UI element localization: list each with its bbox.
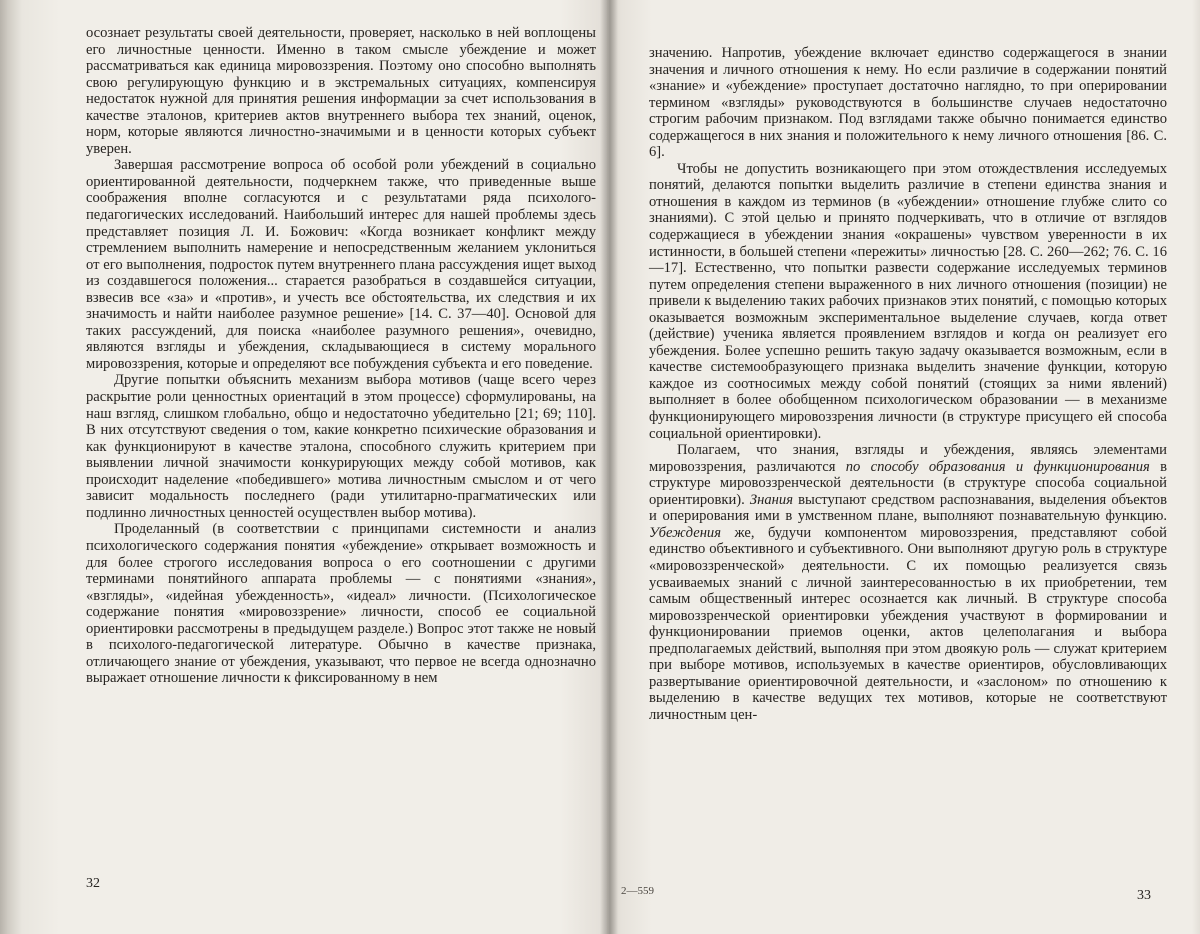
printer-signature: 2—559: [621, 885, 654, 897]
paragraph: Завершая рассмотрение вопроса об особой роли убеждений в социально ориентированной деятельности, подчеркнем также, что приведенные выше соображения вполне согласуются и с результатами ряда психолого-педагогических исследований. Наибольший интерес для нашей проблемы здесь представляет позиция Л. И. Божович: «Когда возникает конфликт между стремлением выполнить намерение и непосредственным желанием уклониться от его выполнения, подросток путем внутреннего плана рассуждения ищет выход из создавшегося положения... старается разобраться в создавшейся ситуации, взвесив все «за» и «против», и учесть все обстоятельства, их следствия и их значимость и найти наиболее разумное решение» [14. С. 37—40]. Основой для таких рассуждений, для поиска «наиболее разумного решения», очевидно, являются взгляды и убеждения, складывающиеся в систему морального мировоззрения, которые и определяют все побуждения субъекта и его поведение.: [86, 157, 596, 372]
paragraph-with-italics: Полагаем, что знания, взгляды и убеждения, являясь элементами мировоззрения, различаются по способу образования и функционирования в структуре мировоззренческой деятельности (в структуре способа социальной ориентировки). Знания выступают средством распознавания, выделения объектов и оперирования ими в умственном плане, выполняют познавательную функцию. Убеждения же, будучи компонентом мировоззрения, представляют собой единство объективного и субъективного. Они выполняют другую роль в структуре «мировоззренческой» деятельности. С их помощью реализуется связь усваиваемых знаний с личной заинтересованностью в их приобретении, тем самым общественный интерес осознается как личный. В структуре способа мировоззренческой ориентировки убеждения участвуют в формировании и функционировании приемов оценки, актов целеполагания и выбора предполагаемых действий, выполняя при этом двоякую роль — служат критерием при выборе мотивов, используемых в качестве ориентиров, обусловливающих развертывание ориентировочной деятельности, и «заслоном» по отношению к выделению в качестве ведущих тех мотивов, которые не соответствуют личностным цен-: [649, 442, 1167, 723]
page-number-right: 33: [1137, 888, 1151, 903]
book-gutter-shadow: [600, 0, 618, 934]
paragraph: Другие попытки объяснить механизм выбора мотивов (чаще всего через раскрытие роли ценностных ориентаций в этом процессе) сформулированы, на наш взгляд, слишком глобально, общо и недостаточно убедительно [21; 69; 110]. В них отсутствуют сведения о том, какие конкретно психические образования и как функционируют в качестве эталона, способного служить критерием при выявлении личной значимости конкурирующих между собой мотивов, как происходит наделение «победившего» мотива личностным смыслом и от чего зависит модальность последнего (ради утилитарно-прагматических или подлинно личностных ценностей осуществлен выбор мотива).: [86, 372, 596, 521]
right-page-text: [649, 45, 1167, 723]
left-page-text: [86, 25, 596, 687]
paragraph: значению. Напротив, убеждение включает единство содержащегося в знании значения и личного отношения к нему. Но если различие в содержании понятий «знание» и «убеждение» проступает достаточно наглядно, то при оперировании термином «взгляды» руководствуются в большинстве случаев недостаточно строгим рабочим признаком. Под взглядами также обычно понимается единство содержащегося в них знания и положительного к нему личного отношения [86. С. 6].: [649, 45, 1167, 161]
paragraph: осознает результаты своей деятельности, проверяет, насколько в ней воплощены его личностные ценности. Именно в таком смысле убеждение и может рассматриваться как единица мировоззрения. Поэтому оно способно выполнять свою регулирующую функцию и в экстремальных ситуациях, компенсируя недостаток нужной для принятия решения информации за счет использования в качестве эталонов, критериев актов внутреннего выбора тех знаний, оценок, норм, которые являются личностно-значимыми и в ценности которых субъект уверен.: [86, 25, 596, 157]
paragraph: Чтобы не допустить возникающего при этом отождествления исследуемых понятий, делаются попытки выделить различие в степени единства знания и отношения в каждом из терминов (в «убеждении» отношение глубже слито со знаниями). С этой целью и принято подчеркивать, что в отличие от взглядов содержащиеся в убеждении знания «окрашены» чувством уверенности в их истинности, в большей степени «пережиты» личностью [28. С. 260—262; 76. С. 16—17]. Естественно, что попытки развести содержание исследуемых терминов путем определения степени выраженного в них личного отношения (позиции) не привели к выделению таких рабочих признаков этих понятий, с помощью которых оказывается возможным экспериментальное выделение случаев, когда ответ (действие) ученика является проявлением взглядов и когда он реализует его убеждения. Более успешно решить такую задачу оказывается возможным, если в качестве системообразующего признака выделить значение функции, которую каждое из соотносимых между собой понятий (стоящих за ними явлений) выполняет в более обобщенном психологическом образовании — в механизме функционирующего мировоззрения личности (в структуре присущего ей способа социальной ориентировки).: [649, 160, 1167, 442]
page-number-left: 32: [86, 876, 100, 891]
paragraph: Проделанный (в соответствии с принципами системности и анализ психологического содержания понятия «убеждение» открывает возможность и для более строгого исследования вопроса о его соотношении с другими терминами понятийного аппарата проблемы — с понятиями «знания», «взгляды», «идейная убежденность», «идеал» личности. (Психологическое содержание понятия «мировоззрение» личности, способ ее социальной ориентировки рассмотрены в предыдущем разделе.) Вопрос этот также не новый в психолого-педагогической литературе. Обычно в качестве признака, отличающего знание от убеждения, указывают, что первое не всегда однозначно выражает отношение личности к фиксированному в нем: [86, 521, 596, 687]
right-page: [607, 0, 1200, 934]
